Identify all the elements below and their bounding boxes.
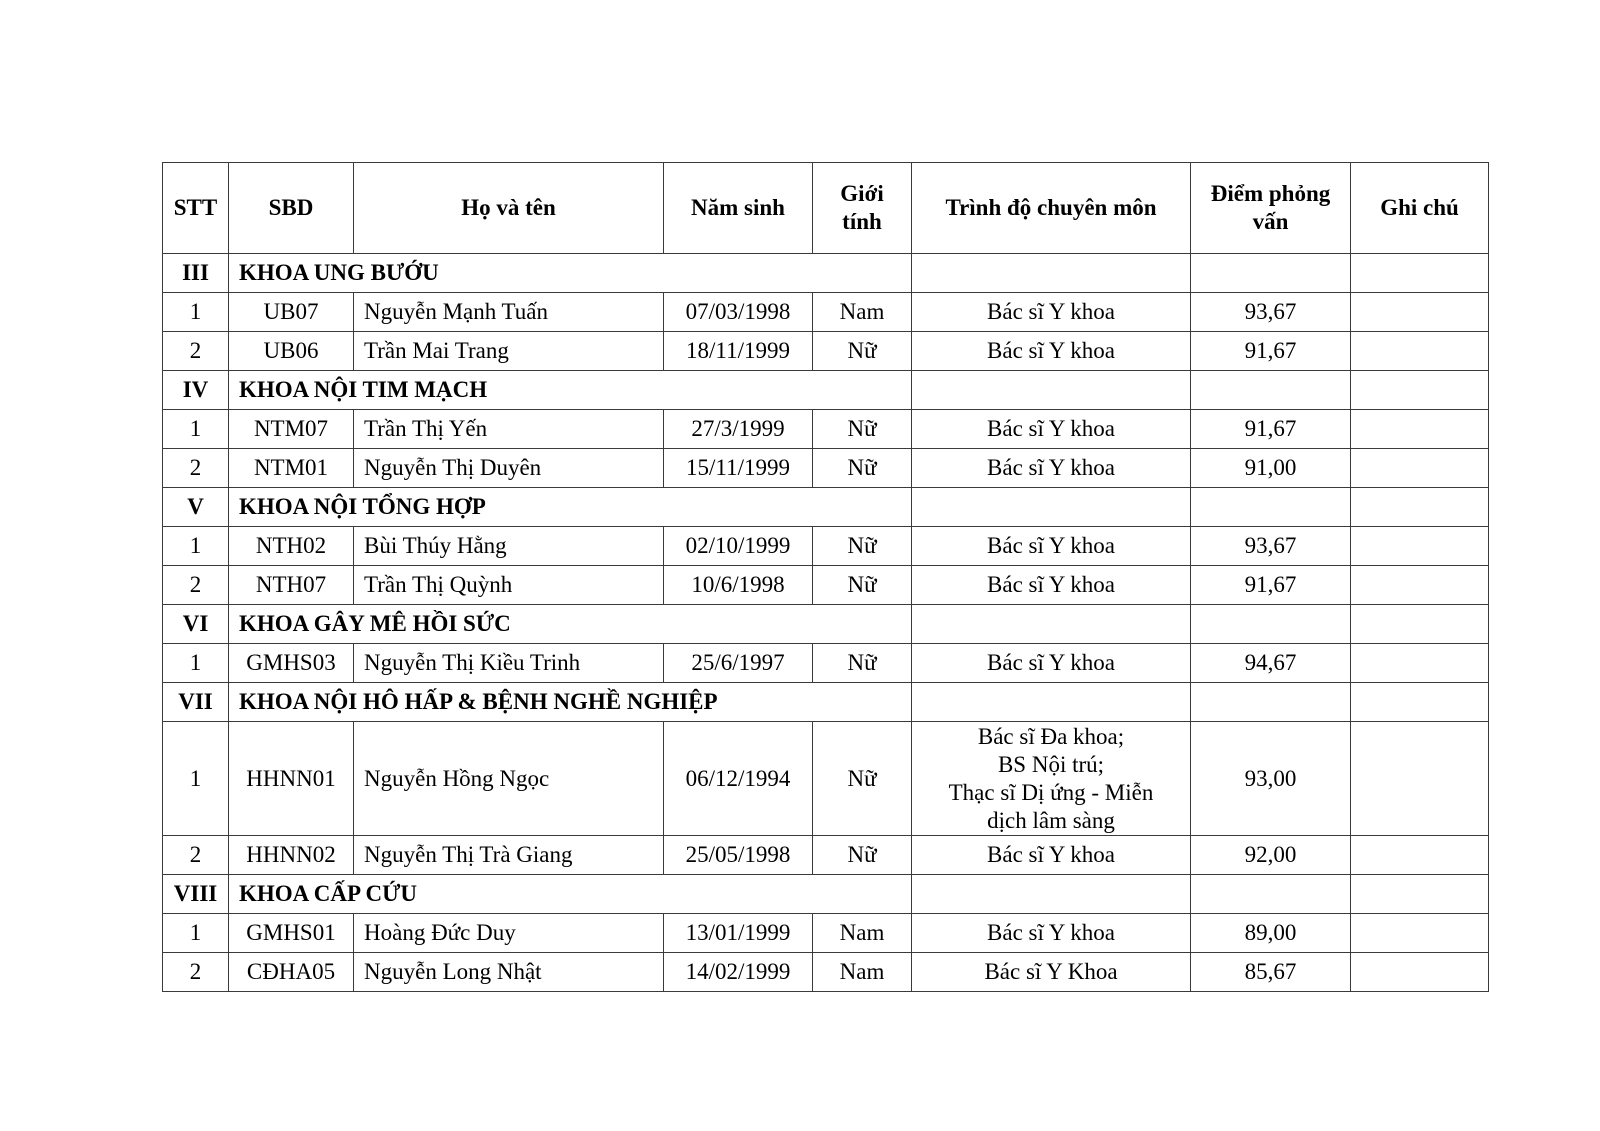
row-note [1351, 914, 1489, 953]
section-number: VI [163, 605, 229, 644]
section-empty-note [1351, 371, 1489, 410]
row-interview-score: 94,67 [1191, 644, 1351, 683]
row-birth-date: 13/01/1999 [664, 914, 813, 953]
section-header-row [163, 875, 1489, 914]
section-empty-note [1351, 875, 1489, 914]
row-name: Trần Thị Quỳnh [354, 566, 664, 605]
row-note [1351, 836, 1489, 875]
section-empty-qualification [912, 254, 1191, 293]
row-sbd: NTH07 [229, 566, 354, 605]
header-stt: STT [163, 163, 229, 254]
row-interview-score: 89,00 [1191, 914, 1351, 953]
row-interview-score: 85,67 [1191, 953, 1351, 992]
row-qualification: Bác sĩ Y khoa [912, 449, 1191, 488]
row-gender: Nữ [813, 332, 912, 371]
table-row [163, 332, 1489, 371]
section-empty-score [1191, 683, 1351, 722]
table-row [163, 410, 1489, 449]
row-stt: 1 [163, 644, 229, 683]
row-interview-score: 92,00 [1191, 836, 1351, 875]
section-title: KHOA CẤP CỨU [229, 875, 912, 914]
section-empty-score [1191, 605, 1351, 644]
row-name: Trần Thị Yến [354, 410, 664, 449]
section-number: VII [163, 683, 229, 722]
row-note [1351, 566, 1489, 605]
row-gender: Nữ [813, 449, 912, 488]
section-empty-score [1191, 371, 1351, 410]
section-number: IV [163, 371, 229, 410]
section-empty-score [1191, 488, 1351, 527]
section-header-row [163, 371, 1489, 410]
table-row [163, 449, 1489, 488]
row-name: Nguyễn Hồng Ngọc [354, 722, 664, 836]
row-interview-score: 91,67 [1191, 332, 1351, 371]
row-interview-score: 91,00 [1191, 449, 1351, 488]
section-title: KHOA NỘI TIM MẠCH [229, 371, 912, 410]
row-interview-score: 93,00 [1191, 722, 1351, 836]
table-body [163, 254, 1489, 992]
section-empty-note [1351, 683, 1489, 722]
row-birth-date: 27/3/1999 [664, 410, 813, 449]
header-gender-line-2: tính [842, 209, 882, 234]
section-empty-note [1351, 254, 1489, 293]
row-stt: 2 [163, 953, 229, 992]
row-name: Nguyễn Thị Kiều Trinh [354, 644, 664, 683]
row-note [1351, 953, 1489, 992]
row-stt: 1 [163, 410, 229, 449]
section-title: KHOA NỘI TỔNG HỢP [229, 488, 912, 527]
section-title: KHOA UNG BƯỚU [229, 254, 912, 293]
row-interview-score: 91,67 [1191, 566, 1351, 605]
header-qualification: Trình độ chuyên môn [912, 163, 1191, 254]
row-name: Nguyễn Mạnh Tuấn [354, 293, 664, 332]
row-birth-date: 14/02/1999 [664, 953, 813, 992]
row-name: Trần Mai Trang [354, 332, 664, 371]
row-stt: 2 [163, 449, 229, 488]
row-interview-score: 91,67 [1191, 410, 1351, 449]
row-gender: Nữ [813, 410, 912, 449]
section-empty-score [1191, 254, 1351, 293]
row-gender: Nam [813, 914, 912, 953]
row-sbd: NTM01 [229, 449, 354, 488]
row-qualification [912, 722, 1191, 836]
header-score-line-2: vấn [1252, 209, 1289, 234]
row-interview-score: 93,67 [1191, 293, 1351, 332]
row-birth-date: 06/12/1994 [664, 722, 813, 836]
table-row [163, 644, 1489, 683]
header-score-line-1: Điểm phỏng [1210, 181, 1331, 206]
row-qualification: Bác sĩ Y khoa [912, 914, 1191, 953]
section-header-row [163, 683, 1489, 722]
row-interview-score: 93,67 [1191, 527, 1351, 566]
section-header-row [163, 488, 1489, 527]
row-sbd: NTH02 [229, 527, 354, 566]
row-qualification: Bác sĩ Y khoa [912, 566, 1191, 605]
table-row [163, 527, 1489, 566]
row-note [1351, 722, 1489, 836]
table-row [163, 914, 1489, 953]
row-sbd: CĐHA05 [229, 953, 354, 992]
section-empty-note [1351, 488, 1489, 527]
header-gender [813, 163, 912, 254]
row-name: Hoàng Đức Duy [354, 914, 664, 953]
row-qualification: Bác sĩ Y khoa [912, 332, 1191, 371]
table-row [163, 722, 1489, 836]
section-title: KHOA GÂY MÊ HỒI SỨC [229, 605, 912, 644]
table-row [163, 293, 1489, 332]
row-note [1351, 410, 1489, 449]
header-gender-line-1: Giới [840, 181, 884, 206]
section-empty-note [1351, 605, 1489, 644]
row-birth-date: 25/6/1997 [664, 644, 813, 683]
row-stt: 2 [163, 836, 229, 875]
row-name: Nguyễn Thị Trà Giang [354, 836, 664, 875]
section-number: VIII [163, 875, 229, 914]
row-birth-date: 07/03/1998 [664, 293, 813, 332]
section-number: III [163, 254, 229, 293]
table-row [163, 836, 1489, 875]
section-empty-score [1191, 875, 1351, 914]
table-row [163, 953, 1489, 992]
row-qualification: Bác sĩ Y khoa [912, 644, 1191, 683]
header-row [163, 163, 1489, 254]
section-number: V [163, 488, 229, 527]
row-birth-date: 15/11/1999 [664, 449, 813, 488]
row-stt: 2 [163, 566, 229, 605]
qualification-line: Bác sĩ Đa khoa; [977, 723, 1125, 749]
row-sbd: HHNN01 [229, 722, 354, 836]
row-qualification: Bác sĩ Y khoa [912, 410, 1191, 449]
section-header-row [163, 254, 1489, 293]
row-birth-date: 10/6/1998 [664, 566, 813, 605]
header-interview-score [1191, 163, 1351, 254]
table-row [163, 566, 1489, 605]
row-name: Bùi Thúy Hằng [354, 527, 664, 566]
row-birth-date: 25/05/1998 [664, 836, 813, 875]
row-qualification: Bác sĩ Y Khoa [912, 953, 1191, 992]
section-empty-qualification [912, 488, 1191, 527]
row-name: Nguyễn Thị Duyên [354, 449, 664, 488]
row-stt: 1 [163, 527, 229, 566]
section-header-row [163, 605, 1489, 644]
row-qualification: Bác sĩ Y khoa [912, 293, 1191, 332]
section-empty-qualification [912, 683, 1191, 722]
row-gender: Nữ [813, 644, 912, 683]
row-name: Nguyễn Long Nhật [354, 953, 664, 992]
section-empty-qualification [912, 371, 1191, 410]
row-note [1351, 527, 1489, 566]
row-sbd: UB07 [229, 293, 354, 332]
row-gender: Nam [813, 293, 912, 332]
header-birth-year: Năm sinh [664, 163, 813, 254]
row-sbd: UB06 [229, 332, 354, 371]
row-sbd: HHNN02 [229, 836, 354, 875]
qualification-line: BS Nội trú; [997, 751, 1105, 777]
qualification-line: Thạc sĩ Dị ứng - Miễn [948, 779, 1154, 805]
row-gender: Nữ [813, 836, 912, 875]
header-sbd: SBD [229, 163, 354, 254]
row-stt: 2 [163, 332, 229, 371]
row-stt: 1 [163, 914, 229, 953]
row-qualification: Bác sĩ Y khoa [912, 527, 1191, 566]
row-note [1351, 644, 1489, 683]
section-empty-qualification [912, 605, 1191, 644]
results-table [162, 162, 1489, 992]
header-note: Ghi chú [1351, 163, 1489, 254]
row-stt: 1 [163, 293, 229, 332]
row-sbd: NTM07 [229, 410, 354, 449]
qualification-line: dịch lâm sàng [987, 807, 1115, 833]
row-birth-date: 02/10/1999 [664, 527, 813, 566]
row-note [1351, 293, 1489, 332]
row-birth-date: 18/11/1999 [664, 332, 813, 371]
section-empty-qualification [912, 875, 1191, 914]
row-note [1351, 332, 1489, 371]
header-name: Họ và tên [354, 163, 664, 254]
row-stt: 1 [163, 722, 229, 836]
row-sbd: GMHS03 [229, 644, 354, 683]
row-gender: Nam [813, 953, 912, 992]
row-note [1351, 449, 1489, 488]
section-title: KHOA NỘI HÔ HẤP & BỆNH NGHỀ NGHIỆP [229, 683, 912, 722]
row-gender: Nữ [813, 527, 912, 566]
row-gender: Nữ [813, 566, 912, 605]
row-sbd: GMHS01 [229, 914, 354, 953]
row-qualification: Bác sĩ Y khoa [912, 836, 1191, 875]
row-gender: Nữ [813, 722, 912, 836]
